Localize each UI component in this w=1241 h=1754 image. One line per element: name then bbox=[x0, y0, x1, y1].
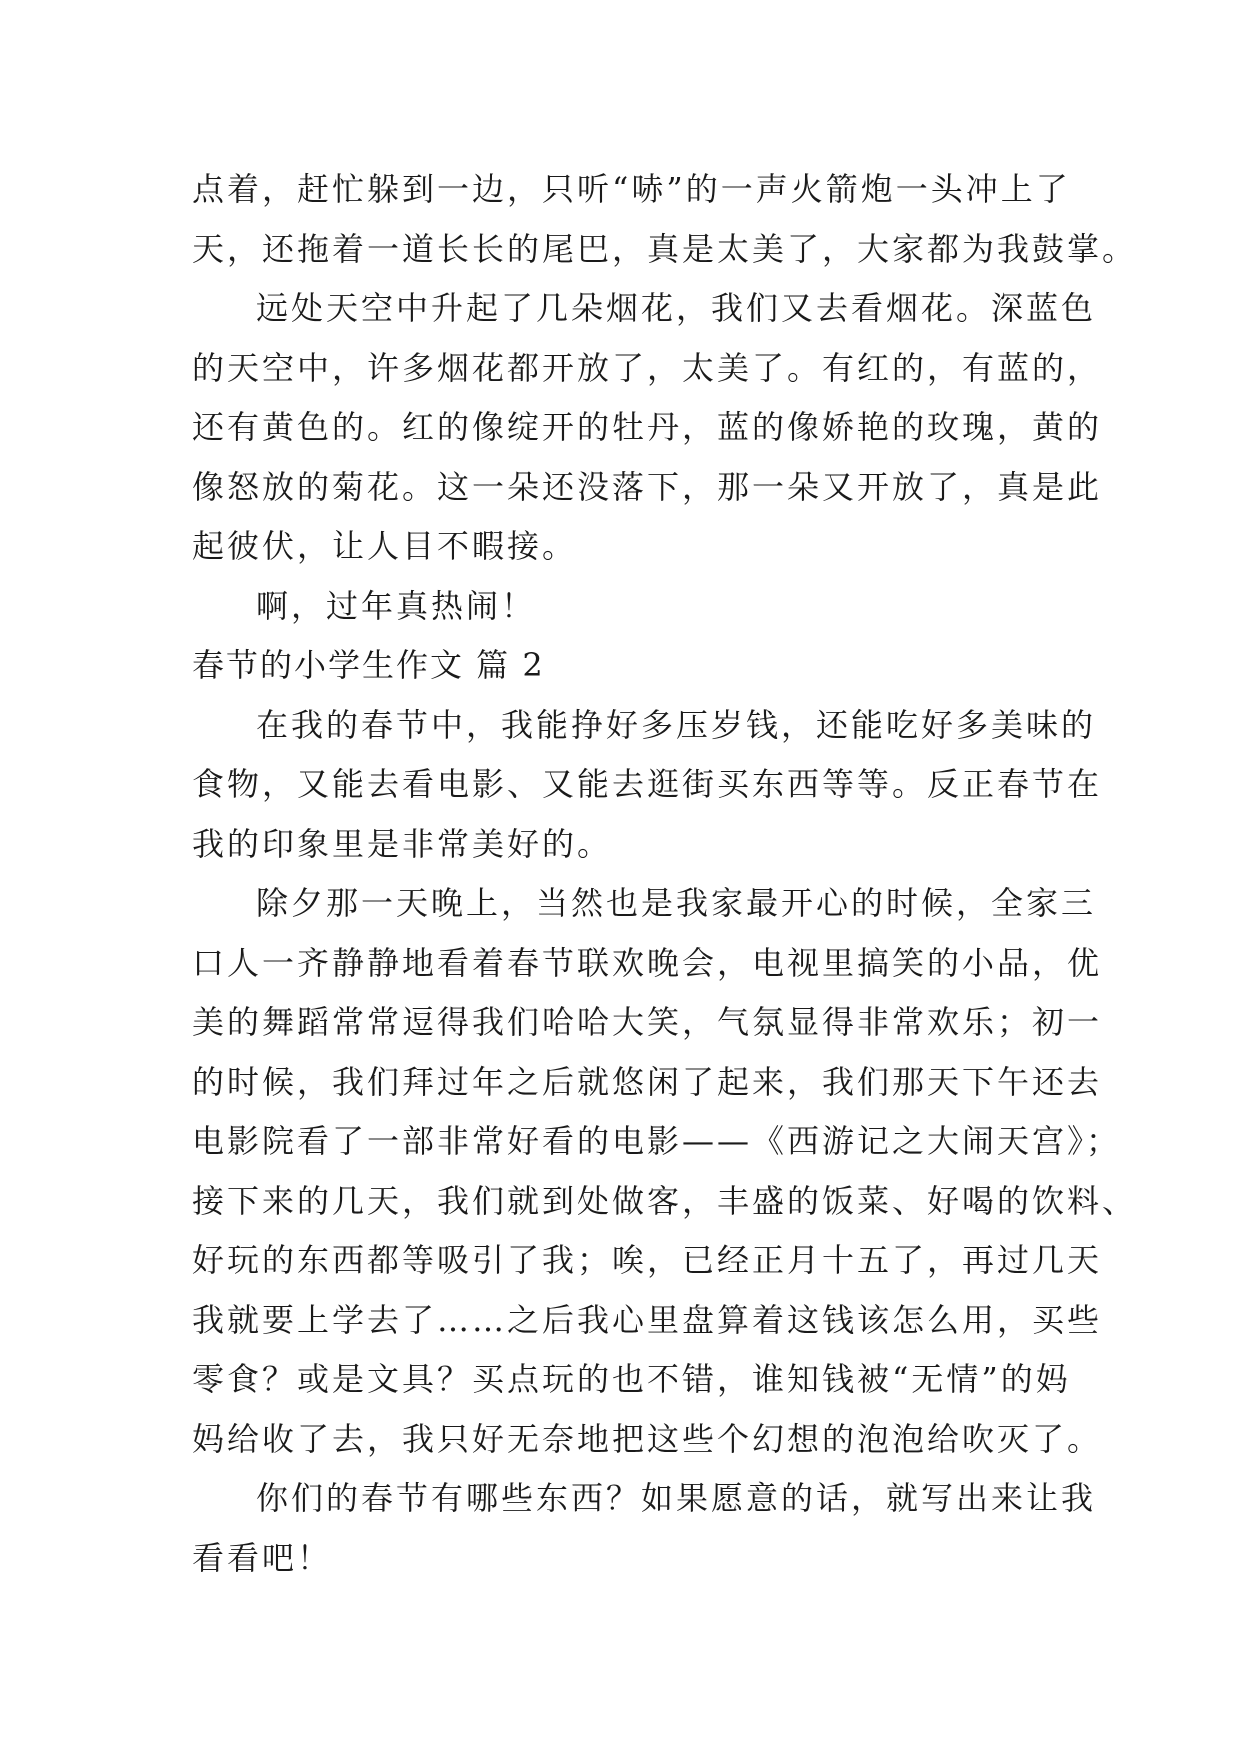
paragraph-closing bbox=[192, 1469, 1097, 1588]
text-line: 远处天空中升起了几朵烟花，我们又去看烟花。深蓝色 bbox=[256, 289, 1097, 327]
paragraph-firecracker bbox=[192, 160, 1138, 279]
text-line: 还有黄色的。红的像绽开的牡丹，蓝的像娇艳的玫瑰，黄的 bbox=[192, 408, 1103, 446]
text-line: 我就要上学去了……之后我心里盘算着这钱该怎么用，买些 bbox=[192, 1300, 1103, 1339]
section-heading bbox=[192, 636, 1072, 696]
text-line: 你们的春节有哪些东西？如果愿意的话，就写出来让我 bbox=[256, 1479, 1097, 1517]
document-page bbox=[192, 160, 1138, 1588]
text-line: 啊，过年真热闹！ bbox=[256, 586, 537, 625]
text-line: 电影院看了一部非常好看的电影——《西游记之大闹天宫》； bbox=[192, 1122, 1122, 1160]
text-line: 除夕那一天晚上，当然也是我家最开心的时候，全家三 bbox=[256, 884, 1097, 922]
paragraph-fireworks bbox=[192, 279, 1103, 577]
text-line: 接下来的几天，我们就到处做客，丰盛的饭菜、好喝的饮料、 bbox=[192, 1181, 1138, 1220]
paragraph-exclaim bbox=[192, 577, 1072, 637]
text-line: 零食？或是文具？买点玩的也不错，谁知钱被“无情”的妈 bbox=[192, 1360, 1071, 1398]
text-line: 口人一齐静静地看着春节联欢晚会，电视里搞笑的小品，优 bbox=[192, 943, 1103, 982]
text-line: 好玩的东西都等吸引了我；唉，已经正月十五了，再过几天 bbox=[192, 1241, 1103, 1279]
text-line: 美的舞蹈常常逗得我们哈哈大笑，气氛显得非常欢乐；初一 bbox=[192, 1003, 1103, 1041]
text-line: 看看吧！ bbox=[192, 1538, 333, 1577]
text-line: 食物，又能去看电影、又能去逛街买东西等等。反正春节在 bbox=[192, 765, 1103, 803]
text-line: 起彼伏，让人目不暇接。 bbox=[192, 527, 578, 565]
text-line: 我的印象里是非常美好的。 bbox=[192, 824, 613, 863]
text-line: 天，还拖着一道长长的尾巴，真是太美了，大家都为我鼓掌。 bbox=[192, 229, 1138, 268]
text-line: 点着，赶忙躲到一边，只听“哧”的一声火箭炮一头冲上了 bbox=[192, 170, 1071, 208]
text-line: 像怒放的菊花。这一朵还没落下，那一朵又开放了，真是此 bbox=[192, 467, 1103, 506]
paragraph-new-year-eve bbox=[192, 874, 1138, 1469]
text-line: 妈给收了去，我只好无奈地把这些个幻想的泡泡给吹灭了。 bbox=[192, 1419, 1103, 1458]
text-line: 在我的春节中，我能挣好多压岁钱，还能吃好多美味的 bbox=[256, 705, 1097, 744]
text-line: 的天空中，许多烟花都开放了，太美了。有红的，有蓝的， bbox=[192, 348, 1103, 387]
heading-text: 春节的小学生作文 篇 2 bbox=[192, 646, 545, 684]
text-line: 的时候，我们拜过年之后就悠闲了起来，我们那天下午还去 bbox=[192, 1062, 1103, 1101]
paragraph-intro bbox=[192, 696, 1103, 875]
